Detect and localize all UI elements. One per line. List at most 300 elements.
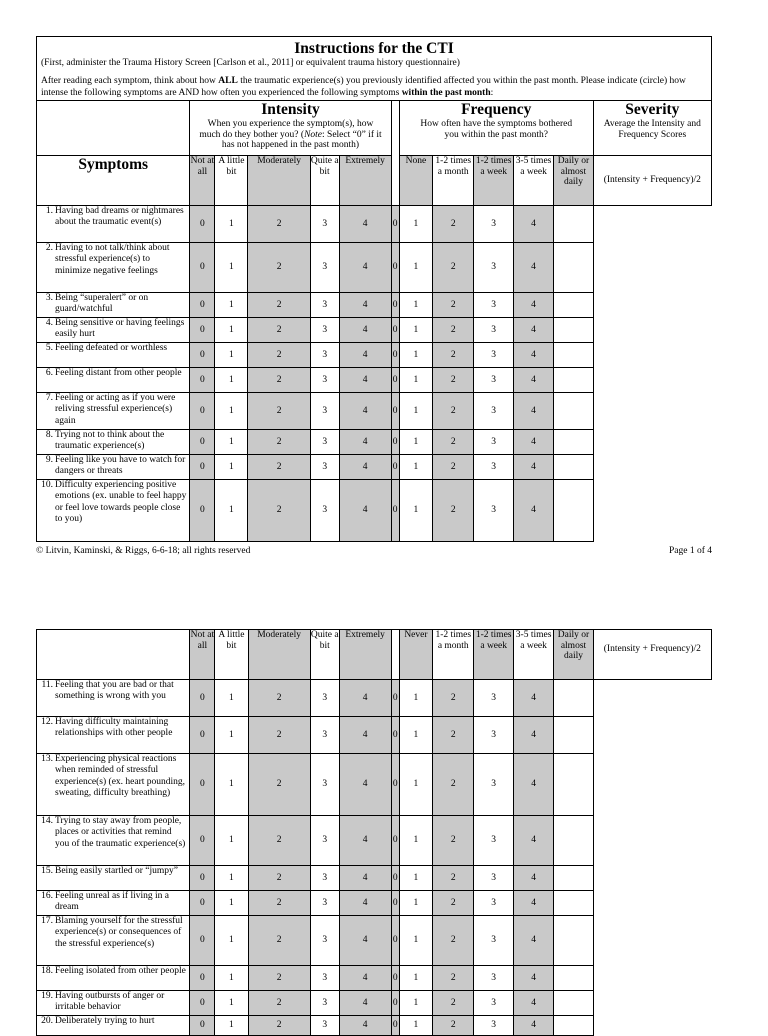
form-subtitle: (First, administer the Trauma History Screen [Carlson et al., 2011] or equivalent trauma history questionnaire)	[41, 58, 460, 68]
option-quite-a-bit: Quite a bit	[310, 630, 339, 680]
frequency-choice-0[interactable]: 0	[391, 430, 399, 455]
frequency-choice-4[interactable]: 4	[513, 293, 553, 318]
frequency-choice-1[interactable]: 1	[399, 243, 432, 293]
symptom-cell	[37, 368, 190, 393]
frequency-choice-0[interactable]: 0	[391, 680, 399, 717]
frequency-choice-1[interactable]: 1	[399, 966, 432, 991]
frequency-choice-4[interactable]: 4	[513, 891, 553, 916]
intensity-choice-1[interactable]: 1	[215, 243, 248, 293]
symptom-number: 19.	[41, 991, 53, 1001]
symptom-item	[37, 916, 189, 950]
symptom-item	[37, 991, 189, 1014]
symptom-text: Feeling like you have to watch for dangers or threats	[55, 455, 186, 477]
intensity-choice-2[interactable]: 2	[248, 1016, 310, 1036]
frequency-choice-1[interactable]: 1	[399, 455, 432, 480]
severity-formula: (Intensity + Frequency)/2	[593, 156, 711, 206]
intensity-choice-2[interactable]: 2	[248, 866, 310, 891]
frequency-choice-0[interactable]: 0	[391, 866, 399, 891]
symptom-number: 20.	[41, 1016, 53, 1026]
frequency-choice-3[interactable]: 3	[474, 966, 513, 991]
intensity-choice-1[interactable]: 1	[215, 816, 248, 866]
symptom-text: Trying to stay away from people, places or activities that remind you of the traumatic experience(s)	[55, 816, 186, 849]
frequency-choice-2[interactable]: 2	[432, 343, 473, 368]
instructions-emphasis: within the past month	[401, 88, 491, 98]
intensity-choice-2[interactable]: 2	[248, 916, 310, 966]
intensity-choice-4[interactable]: 4	[339, 866, 391, 891]
intensity-choice-1[interactable]: 1	[215, 966, 248, 991]
symptom-item	[37, 966, 189, 977]
intensity-choice-3[interactable]: 3	[310, 916, 339, 966]
table-row	[37, 680, 712, 717]
intensity-choice-1[interactable]: 1	[215, 866, 248, 891]
intensity-choice-2[interactable]: 2	[248, 393, 310, 430]
symptom-number: 6.	[45, 368, 53, 378]
intensity-choice-3[interactable]: 3	[310, 293, 339, 318]
frequency-choice-0[interactable]: 0	[391, 206, 399, 243]
copyright-footer: © Litvin, Kaminski, & Riggs, 6-6-18; all rights reserved	[36, 546, 251, 556]
option-daily: Daily or almost daily	[554, 156, 593, 206]
severity-score-cell[interactable]	[554, 343, 593, 368]
frequency-choice-1[interactable]: 1	[399, 318, 432, 343]
frequency-choice-3[interactable]: 3	[474, 243, 513, 293]
frequency-choice-4[interactable]: 4	[513, 343, 553, 368]
frequency-choice-3[interactable]: 3	[474, 891, 513, 916]
severity-score-cell[interactable]	[554, 318, 593, 343]
severity-score-cell[interactable]	[554, 393, 593, 430]
severity-score-cell[interactable]	[554, 680, 593, 717]
symptom-item	[37, 343, 189, 354]
frequency-choice-4[interactable]: 4	[513, 991, 553, 1016]
frequency-choice-0[interactable]: 0	[391, 816, 399, 866]
symptom-cell	[37, 966, 190, 991]
option-1-2-month: 1-2 times a month	[433, 630, 474, 680]
intensity-choice-4[interactable]: 4	[339, 966, 391, 991]
intensity-choice-3[interactable]: 3	[310, 816, 339, 866]
intensity-choice-4[interactable]: 4	[339, 1016, 391, 1036]
intensity-choice-4[interactable]: 4	[339, 368, 391, 393]
intensity-choice-0[interactable]: 0	[190, 916, 215, 966]
frequency-choice-2[interactable]: 2	[433, 680, 474, 717]
intensity-note: Note	[304, 129, 323, 140]
intensity-choice-2[interactable]: 2	[248, 343, 310, 368]
frequency-choice-4[interactable]: 4	[513, 866, 553, 891]
frequency-choice-3[interactable]: 3	[474, 717, 513, 754]
intensity-title: Intensity	[261, 101, 320, 118]
intensity-choice-2[interactable]: 2	[248, 368, 310, 393]
intensity-choice-1[interactable]: 1	[215, 717, 248, 754]
intensity-choice-4[interactable]: 4	[339, 991, 391, 1016]
frequency-choice-3[interactable]: 3	[474, 455, 513, 480]
intensity-choice-4[interactable]: 4	[339, 680, 391, 717]
frequency-choice-3[interactable]: 3	[474, 754, 513, 816]
intensity-choice-1[interactable]: 1	[215, 206, 248, 243]
frequency-choice-2[interactable]: 2	[433, 891, 474, 916]
intensity-choice-1[interactable]: 1	[215, 891, 248, 916]
intensity-choice-3[interactable]: 3	[310, 430, 339, 455]
frequency-choice-0[interactable]: 0	[391, 318, 399, 343]
severity-score-cell[interactable]	[554, 206, 593, 243]
frequency-choice-0[interactable]: 0	[391, 717, 399, 754]
symptom-number: 5.	[45, 343, 53, 353]
intensity-choice-0[interactable]: 0	[190, 206, 215, 243]
frequency-choice-2[interactable]: 2	[433, 966, 474, 991]
frequency-choice-3[interactable]: 3	[474, 480, 513, 542]
option-moderately: Moderately	[248, 156, 310, 206]
severity-header	[593, 101, 711, 156]
frequency-choice-2[interactable]: 2	[432, 368, 473, 393]
symptom-item	[37, 430, 189, 453]
symptom-number: 14.	[41, 816, 53, 826]
frequency-choice-2[interactable]: 2	[432, 393, 473, 430]
frequency-choice-4[interactable]: 4	[513, 966, 553, 991]
symptom-number: 1.	[45, 206, 53, 216]
symptom-cell	[37, 1016, 190, 1036]
blank-corner	[37, 101, 190, 156]
option-extremely: Extremely	[339, 630, 391, 680]
frequency-choice-1[interactable]: 1	[399, 368, 432, 393]
table-row	[37, 293, 712, 318]
intensity-choice-2[interactable]: 2	[248, 480, 310, 542]
frequency-choice-4[interactable]: 4	[513, 680, 553, 717]
symptom-item	[37, 455, 189, 478]
frequency-choice-0[interactable]: 0	[391, 916, 399, 966]
frequency-choice-2[interactable]: 2	[433, 717, 474, 754]
intensity-choice-1[interactable]: 1	[215, 754, 248, 816]
intensity-choice-2[interactable]: 2	[248, 966, 310, 991]
table-row	[37, 866, 712, 891]
symptom-number: 3.	[45, 293, 53, 303]
table-row	[37, 368, 712, 393]
intensity-choice-0[interactable]: 0	[190, 717, 215, 754]
intensity-choice-4[interactable]: 4	[339, 430, 391, 455]
frequency-choice-4[interactable]: 4	[513, 754, 553, 816]
intensity-choice-1[interactable]: 1	[215, 293, 248, 318]
intensity-choice-3[interactable]: 3	[310, 206, 339, 243]
intensity-choice-0[interactable]: 0	[190, 430, 215, 455]
frequency-choice-1[interactable]: 1	[399, 754, 432, 816]
intensity-choice-3[interactable]: 3	[310, 717, 339, 754]
intensity-choice-3[interactable]: 3	[310, 243, 339, 293]
blank-corner	[37, 630, 190, 680]
severity-score-cell[interactable]	[554, 754, 593, 816]
frequency-choice-2[interactable]: 2	[433, 754, 474, 816]
frequency-choice-3[interactable]: 3	[474, 1016, 513, 1036]
intensity-choice-1[interactable]: 1	[215, 343, 248, 368]
symptom-item	[37, 318, 189, 341]
intensity-choice-1[interactable]: 1	[215, 368, 248, 393]
table-row	[37, 455, 712, 480]
frequency-choice-2[interactable]: 2	[432, 480, 473, 542]
symptom-cell	[37, 455, 190, 480]
intensity-choice-0[interactable]: 0	[190, 318, 215, 343]
intensity-choice-0[interactable]: 0	[190, 680, 215, 717]
symptom-text: Feeling or acting as if you were reliving stressful experience(s) again	[55, 393, 176, 426]
frequency-choice-1[interactable]: 1	[399, 430, 432, 455]
option-1-2-week: 1-2 times a week	[474, 630, 513, 680]
frequency-choice-3[interactable]: 3	[474, 680, 513, 717]
intensity-choice-0[interactable]: 0	[190, 368, 215, 393]
frequency-choice-4[interactable]: 4	[513, 206, 553, 243]
frequency-choice-1[interactable]: 1	[399, 866, 432, 891]
intensity-choice-0[interactable]: 0	[190, 816, 215, 866]
intensity-choice-3[interactable]: 3	[310, 343, 339, 368]
frequency-choice-2[interactable]: 2	[433, 866, 474, 891]
option-a-little-bit: A little bit	[215, 156, 248, 206]
frequency-choice-2[interactable]: 2	[432, 293, 473, 318]
symptom-item	[37, 754, 189, 800]
frequency-choice-4[interactable]: 4	[513, 455, 553, 480]
symptoms-header: Symptoms	[37, 156, 190, 206]
severity-score-cell[interactable]	[554, 816, 593, 866]
severity-score-cell[interactable]	[554, 243, 593, 293]
intensity-choice-0[interactable]: 0	[190, 991, 215, 1016]
symptom-item	[37, 480, 189, 526]
intensity-choice-3[interactable]: 3	[310, 680, 339, 717]
frequency-choice-4[interactable]: 4	[513, 816, 553, 866]
intensity-choice-0[interactable]: 0	[190, 243, 215, 293]
frequency-choice-1[interactable]: 1	[399, 916, 432, 966]
intensity-choice-3[interactable]: 3	[310, 991, 339, 1016]
frequency-choice-2[interactable]: 2	[433, 991, 474, 1016]
intensity-choice-2[interactable]: 2	[248, 318, 310, 343]
intensity-choice-0[interactable]: 0	[190, 966, 215, 991]
intensity-choice-4[interactable]: 4	[339, 480, 391, 542]
intensity-choice-2[interactable]: 2	[248, 455, 310, 480]
severity-score-cell[interactable]	[554, 966, 593, 991]
intensity-choice-4[interactable]: 4	[339, 393, 391, 430]
frequency-choice-2[interactable]: 2	[432, 318, 473, 343]
symptom-item	[37, 293, 189, 316]
symptom-cell	[37, 754, 190, 816]
intensity-choice-2[interactable]: 2	[248, 991, 310, 1016]
frequency-choice-1[interactable]: 1	[399, 717, 432, 754]
symptom-item	[37, 368, 189, 379]
intensity-choice-0[interactable]: 0	[190, 480, 215, 542]
table-row	[37, 991, 712, 1016]
frequency-choice-0[interactable]: 0	[391, 754, 399, 816]
symptom-text: Blaming yourself for the stressful experience(s) or consequences of the stressful experience(s)	[55, 916, 183, 949]
intensity-choice-0[interactable]: 0	[190, 343, 215, 368]
intensity-choice-4[interactable]: 4	[339, 717, 391, 754]
table-row	[37, 816, 712, 866]
intensity-choice-1[interactable]: 1	[215, 318, 248, 343]
intensity-choice-4[interactable]: 4	[339, 206, 391, 243]
frequency-choice-3[interactable]: 3	[474, 816, 513, 866]
frequency-choice-1[interactable]: 1	[399, 991, 432, 1016]
frequency-description: How often have the symptoms bothered you within the past month?	[420, 119, 573, 140]
frequency-choice-3[interactable]: 3	[474, 991, 513, 1016]
intensity-choice-4[interactable]: 4	[339, 243, 391, 293]
intensity-choice-3[interactable]: 3	[310, 393, 339, 430]
intensity-choice-3[interactable]: 3	[310, 318, 339, 343]
table-row	[37, 966, 712, 991]
frequency-choice-2[interactable]: 2	[433, 1016, 474, 1036]
severity-score-cell[interactable]	[554, 891, 593, 916]
intensity-choice-3[interactable]: 3	[310, 891, 339, 916]
page-2-symptom-rows	[37, 680, 712, 1036]
table-row	[37, 243, 712, 293]
symptom-number: 13.	[41, 754, 53, 764]
frequency-choice-1[interactable]: 1	[399, 343, 432, 368]
frequency-choice-1[interactable]: 1	[399, 480, 432, 542]
intensity-choice-3[interactable]: 3	[310, 1016, 339, 1036]
intensity-choice-4[interactable]: 4	[339, 816, 391, 866]
frequency-choice-3[interactable]: 3	[474, 293, 513, 318]
intensity-choice-4[interactable]: 4	[339, 754, 391, 816]
severity-score-cell[interactable]	[554, 866, 593, 891]
symptom-number: 7.	[45, 393, 53, 403]
intensity-choice-3[interactable]: 3	[310, 368, 339, 393]
frequency-choice-0[interactable]: 0	[391, 368, 399, 393]
intensity-description	[190, 119, 390, 151]
intensity-choice-1[interactable]: 1	[215, 916, 248, 966]
frequency-choice-3[interactable]: 3	[474, 318, 513, 343]
intensity-choice-2[interactable]: 2	[248, 243, 310, 293]
symptom-number: 16.	[41, 891, 53, 901]
frequency-choice-4[interactable]: 4	[513, 717, 553, 754]
symptom-cell	[37, 891, 190, 916]
intensity-choice-2[interactable]: 2	[248, 430, 310, 455]
frequency-choice-4[interactable]: 4	[513, 480, 553, 542]
intensity-choice-4[interactable]: 4	[339, 916, 391, 966]
symptom-number: 9.	[45, 455, 53, 465]
frequency-choice-1[interactable]: 1	[399, 206, 432, 243]
frequency-choice-0[interactable]: 0	[391, 293, 399, 318]
intensity-choice-2[interactable]: 2	[248, 206, 310, 243]
severity-score-cell[interactable]	[554, 1016, 593, 1036]
symptom-text: Trying not to think about the traumatic experience(s)	[55, 430, 165, 452]
instructions-part: the traumatic experience(s) you previously identified affected you within the past month. Please indicate (circle) how intense the following symptoms are AND how often you experienced the following symptoms	[41, 76, 686, 98]
frequency-choice-4[interactable]: 4	[513, 430, 553, 455]
intensity-choice-3[interactable]: 3	[310, 966, 339, 991]
frequency-choice-4[interactable]: 4	[513, 916, 553, 966]
intensity-choice-0[interactable]: 0	[190, 455, 215, 480]
severity-score-cell[interactable]	[554, 480, 593, 542]
table-row	[37, 206, 712, 243]
intensity-choice-2[interactable]: 2	[248, 680, 310, 717]
frequency-choice-3[interactable]: 3	[474, 430, 513, 455]
frequency-choice-2[interactable]: 2	[432, 455, 473, 480]
symptom-cell	[37, 991, 190, 1016]
frequency-choice-4[interactable]: 4	[513, 393, 553, 430]
severity-score-cell[interactable]	[554, 916, 593, 966]
intensity-choice-4[interactable]: 4	[339, 455, 391, 480]
intensity-choice-0[interactable]: 0	[190, 891, 215, 916]
intensity-choice-4[interactable]: 4	[339, 293, 391, 318]
frequency-choice-4[interactable]: 4	[513, 318, 553, 343]
intensity-choice-4[interactable]: 4	[339, 891, 391, 916]
frequency-choice-2[interactable]: 2	[432, 206, 473, 243]
frequency-choice-4[interactable]: 4	[513, 1016, 553, 1036]
severity-score-cell[interactable]	[554, 991, 593, 1016]
frequency-choice-3[interactable]: 3	[474, 368, 513, 393]
severity-score-cell[interactable]	[554, 293, 593, 318]
severity-score-cell[interactable]	[554, 430, 593, 455]
frequency-choice-0[interactable]: 0	[391, 343, 399, 368]
intensity-choice-0[interactable]: 0	[190, 293, 215, 318]
frequency-choice-0[interactable]: 0	[391, 455, 399, 480]
table-row	[37, 393, 712, 430]
frequency-choice-1[interactable]: 1	[399, 293, 432, 318]
frequency-choice-3[interactable]: 3	[474, 916, 513, 966]
frequency-choice-3[interactable]: 3	[474, 866, 513, 891]
option-a-little-bit: A little bit	[215, 630, 248, 680]
frequency-choice-1[interactable]: 1	[399, 891, 432, 916]
severity-score-cell[interactable]	[554, 368, 593, 393]
frequency-choice-3[interactable]: 3	[474, 393, 513, 430]
frequency-choice-2[interactable]: 2	[432, 430, 473, 455]
symptom-cell	[37, 243, 190, 293]
frequency-choice-1[interactable]: 1	[399, 393, 432, 430]
intensity-choice-1[interactable]: 1	[215, 393, 248, 430]
intensity-choice-4[interactable]: 4	[339, 343, 391, 368]
frequency-choice-2[interactable]: 2	[433, 916, 474, 966]
table-row	[37, 480, 712, 542]
severity-score-cell[interactable]	[554, 455, 593, 480]
option-quite-a-bit: Quite a bit	[310, 156, 339, 206]
intensity-choice-1[interactable]: 1	[215, 680, 248, 717]
intensity-choice-1[interactable]: 1	[215, 430, 248, 455]
page-1-symptom-rows	[37, 206, 712, 542]
intensity-choice-4[interactable]: 4	[339, 318, 391, 343]
frequency-choice-2[interactable]: 2	[433, 816, 474, 866]
intensity-choice-3[interactable]: 3	[310, 754, 339, 816]
intensity-choice-0[interactable]: 0	[190, 754, 215, 816]
intensity-choice-1[interactable]: 1	[215, 991, 248, 1016]
frequency-choice-1[interactable]: 1	[399, 816, 432, 866]
intensity-choice-0[interactable]: 0	[190, 866, 215, 891]
intensity-choice-2[interactable]: 2	[248, 754, 310, 816]
option-3-5-week: 3-5 times a week	[513, 630, 553, 680]
intensity-choice-2[interactable]: 2	[248, 717, 310, 754]
symptom-number: 8.	[45, 430, 53, 440]
intensity-choice-2[interactable]: 2	[248, 816, 310, 866]
frequency-choice-4[interactable]: 4	[513, 243, 553, 293]
symptom-cell	[37, 717, 190, 754]
intensity-choice-3[interactable]: 3	[310, 455, 339, 480]
intensity-choice-3[interactable]: 3	[310, 480, 339, 542]
symptom-cell	[37, 343, 190, 368]
frequency-choice-0[interactable]: 0	[391, 1016, 399, 1036]
frequency-choice-0[interactable]: 0	[391, 243, 399, 293]
frequency-choice-1[interactable]: 1	[399, 680, 432, 717]
frequency-choice-0[interactable]: 0	[391, 480, 399, 542]
intensity-choice-2[interactable]: 2	[248, 293, 310, 318]
symptom-item	[37, 680, 189, 703]
symptom-text: Feeling that you are bad or that something is wrong with you	[55, 680, 174, 702]
frequency-choice-1[interactable]: 1	[399, 1016, 432, 1036]
severity-score-cell[interactable]	[554, 717, 593, 754]
frequency-choice-2[interactable]: 2	[432, 243, 473, 293]
intensity-choice-3[interactable]: 3	[310, 866, 339, 891]
intensity-choice-1[interactable]: 1	[215, 480, 248, 542]
intensity-choice-2[interactable]: 2	[248, 891, 310, 916]
table-row	[37, 1016, 712, 1036]
frequency-choice-3[interactable]: 3	[474, 206, 513, 243]
table-row	[37, 318, 712, 343]
frequency-choice-4[interactable]: 4	[513, 368, 553, 393]
frequency-choice-0[interactable]: 0	[391, 891, 399, 916]
intensity-choice-1[interactable]: 1	[215, 1016, 248, 1036]
frequency-choice-0[interactable]: 0	[391, 991, 399, 1016]
frequency-choice-3[interactable]: 3	[474, 343, 513, 368]
frequency-choice-0[interactable]: 0	[391, 966, 399, 991]
intensity-choice-0[interactable]: 0	[190, 1016, 215, 1036]
frequency-choice-0[interactable]: 0	[391, 393, 399, 430]
symptom-text: Having outbursts of anger or irritable behavior	[55, 991, 165, 1013]
intensity-choice-0[interactable]: 0	[190, 393, 215, 430]
intensity-choice-1[interactable]: 1	[215, 455, 248, 480]
